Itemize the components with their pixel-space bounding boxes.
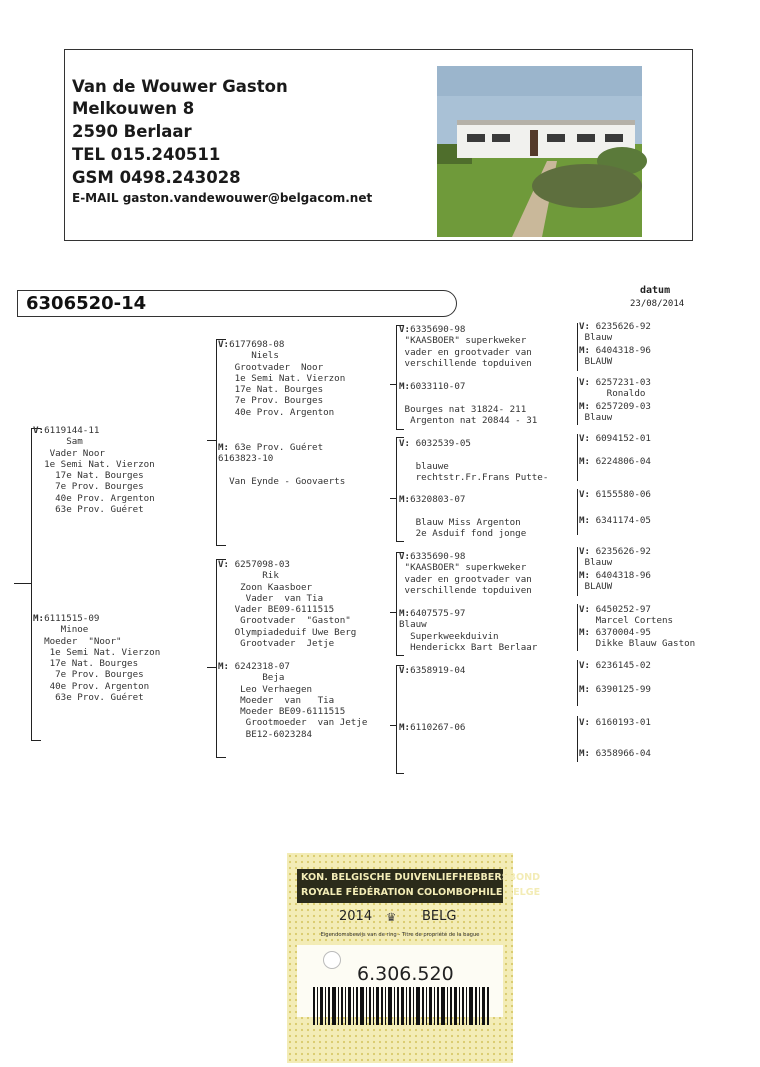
sex-tag: M: xyxy=(579,345,591,356)
gen4-entry xyxy=(579,627,695,650)
sex-tag: V: xyxy=(399,324,411,335)
pigeon-text: 6358966-04 xyxy=(590,748,651,759)
sex-tag: M: xyxy=(579,515,591,526)
loft-photo xyxy=(437,66,642,237)
punch-hole-icon xyxy=(323,951,341,969)
bracket xyxy=(577,434,578,481)
bracket xyxy=(577,377,578,425)
sex-tag: M: xyxy=(579,570,591,581)
sex-tag: V: xyxy=(33,425,45,436)
gen4-entry xyxy=(579,321,651,344)
owner-gsm: GSM 0498.243028 xyxy=(72,168,241,187)
gen4-entry xyxy=(579,570,651,593)
gen4-entry xyxy=(579,456,651,467)
pigeon-text: 6155580-06 xyxy=(590,489,651,500)
sex-tag: M: xyxy=(33,613,45,624)
pigeon-text: 63e Prov. Guéret 6163823-10 Van Eynde - Goovaerts xyxy=(218,442,346,487)
sex-tag: M: xyxy=(399,722,411,733)
bracket xyxy=(216,559,217,757)
gen4-entry xyxy=(579,489,651,500)
email-label: E-MAIL xyxy=(72,191,119,205)
pigeon-text: 6235626-92 Blauw xyxy=(584,321,651,344)
gen3-fmf xyxy=(399,438,548,483)
pigeon-text: 6257231-03 Ronaldo xyxy=(595,377,651,400)
sex-tag: M: xyxy=(399,381,411,392)
pigeon-text: 6235626-92 Blauw xyxy=(584,546,651,569)
owner-city: 2590 Berlaar xyxy=(72,122,192,141)
gen2-grandmother-paternal xyxy=(218,442,345,487)
gen4-entry xyxy=(579,345,651,368)
gen3-ffm xyxy=(399,381,537,426)
gen2-grandfather-paternal xyxy=(218,339,345,418)
sex-tag: V: xyxy=(579,377,591,388)
pigeon-text: 6094152-01 xyxy=(590,433,651,444)
sex-tag: M: xyxy=(218,661,230,672)
connector xyxy=(216,757,226,758)
pigeon-text: 6320803-07 Blauw Miss Argenton 2e Asduif fond jonge xyxy=(410,494,527,539)
sex-tag: V: xyxy=(579,660,591,671)
gen3-mmf xyxy=(399,665,465,676)
connector xyxy=(14,583,31,584)
bracket xyxy=(396,325,397,429)
sex-tag: V: xyxy=(218,559,230,570)
bracket xyxy=(577,604,578,651)
gen4-entry xyxy=(579,433,651,444)
card-title-nl: KON. BELGISCHE DUIVENLIEFHEBBERSBOND xyxy=(301,872,541,883)
pigeon-text: 6257209-03 Blauw xyxy=(584,401,651,424)
connector xyxy=(396,541,404,542)
pigeon-text: 6404318-96 BLAUW xyxy=(584,345,651,368)
pigeon-text: 6335690-98 "KAASBOER" superkweker vader en grootvader van verschillende topduiven xyxy=(404,551,532,596)
pigeon-text: 6177698-08 Niels Grootvader Noor 1e Semi Nat. Vierzon 17e Nat. Bourges 7e Prov. Bourges 40e Prov. Argenton xyxy=(229,339,346,418)
sex-tag: V: xyxy=(579,717,591,728)
owner-name: Van de Wouwer Gaston xyxy=(72,77,288,96)
sex-tag: M: xyxy=(399,608,411,619)
bracket xyxy=(577,323,578,371)
gen2-grandmother-maternal xyxy=(218,661,367,740)
connector xyxy=(31,740,41,741)
gen1-father xyxy=(33,425,155,515)
sex-tag: V: xyxy=(399,551,411,562)
pigeon-text: 6390125-99 xyxy=(590,684,651,695)
bracket xyxy=(396,552,397,655)
sex-tag: V: xyxy=(579,489,591,500)
pigeon-text: 6242318-07 Beja Leo Verhaegen Moeder van Tia Moeder BE09-6111515 Grootmoeder van Jetje BE12-6023284 xyxy=(234,661,368,740)
pigeon-text: 6335690-98 "KAASBOER" superkweker vader en grootvader van verschillende topduiven xyxy=(404,324,532,369)
pigeon-text: 6358919-04 xyxy=(410,665,466,676)
gen4-entry xyxy=(579,717,651,728)
connector xyxy=(390,498,396,499)
gen3-mmm xyxy=(399,722,465,733)
connector xyxy=(396,655,404,656)
pigeon-text: 6257098-03 Rik Zoon Kaasboer Vader van Tia Vader BE09-6111515 Grootvader "Gaston" Olympiadeduif Uwe Berg Grootvader Jetje xyxy=(234,559,357,650)
sex-tag: V: xyxy=(399,665,411,676)
datum-value: 23/08/2014 xyxy=(630,299,685,309)
sex-tag: V: xyxy=(579,433,591,444)
bracket xyxy=(31,428,32,740)
sex-tag: M: xyxy=(579,684,591,695)
sex-tag: V: xyxy=(399,438,411,449)
pigeon-text: 6370004-95 Dikke Blauw Gaston xyxy=(595,627,696,650)
ring-number: 6306520-14 xyxy=(26,293,147,314)
gen4-entry xyxy=(579,401,651,424)
gen4-entry xyxy=(579,684,651,695)
gen3-mfm xyxy=(399,608,537,653)
sex-tag: M: xyxy=(579,401,591,412)
pigeon-text: 6032539-05 blauwe rechtstr.Fr.Frans Putte- xyxy=(415,438,549,483)
pigeon-text: 6160193-01 xyxy=(590,717,651,728)
ring-number-box xyxy=(17,290,457,317)
connector xyxy=(396,429,404,430)
sex-tag: V: xyxy=(579,546,591,557)
gen1-mother xyxy=(33,613,160,703)
gen4-entry xyxy=(579,377,651,400)
loft-photo-image xyxy=(437,66,642,237)
gen2-grandfather-maternal xyxy=(218,559,356,649)
owner-tel: TEL 015.240511 xyxy=(72,145,221,164)
ring-ownership-card xyxy=(287,853,541,1063)
gen4-entry xyxy=(579,604,673,627)
barcode-icon xyxy=(313,987,489,1025)
bracket xyxy=(396,437,397,541)
gen3-mff xyxy=(399,551,532,596)
connector xyxy=(216,545,226,546)
pigeon-text: 6224806-04 xyxy=(590,456,651,467)
datum-label: datum xyxy=(640,285,671,296)
sex-tag: V: xyxy=(579,321,591,332)
pigeon-text: 6119144-11 Sam Vader Noor 1e Semi Nat. Vierzon 17e Nat. Bourges 7e Prov. Bourges 40e Prov. Argenton 63e Prov. Guéret xyxy=(44,425,155,516)
connector xyxy=(207,440,216,441)
connector xyxy=(396,773,404,774)
bracket xyxy=(216,339,217,545)
bracket xyxy=(577,547,578,596)
connector xyxy=(390,384,396,385)
owner-email: gaston.vandewouwer@belgacom.net xyxy=(122,191,373,205)
bracket xyxy=(396,665,397,773)
bracket xyxy=(577,489,578,535)
owner-street: Melkouwen 8 xyxy=(72,99,195,118)
owner-email-row xyxy=(72,191,372,205)
gen4-entry xyxy=(579,748,651,759)
pigeon-text: 6110267-06 xyxy=(410,722,466,733)
pigeon-text: 6111515-09 Minoe Moeder "Noor" 1e Semi Nat. Vierzon 17e Nat. Bourges 7e Prov. Bourges 40e Prov. Argenton 63e Prov. Guéret xyxy=(44,613,161,704)
pigeon-text: 6450252-97 Marcel Cortens xyxy=(595,604,674,627)
gen3-fff xyxy=(399,324,532,369)
connector xyxy=(207,667,216,668)
card-subtitle: Eigendomsbewijs van de ring - Titre de propriété de la bague xyxy=(320,932,480,938)
sex-tag: M: xyxy=(579,748,591,759)
bracket xyxy=(577,660,578,706)
gen4-entry xyxy=(579,546,651,569)
sex-tag: M: xyxy=(579,627,591,638)
card-title-fr: ROYALE FÉDÉRATION COLOMBOPHILE BELGE xyxy=(301,887,541,898)
card-country: BELG xyxy=(422,909,457,924)
connector xyxy=(390,612,396,613)
card-ring-number: 6.306.520 xyxy=(357,963,454,985)
sex-tag: M: xyxy=(218,442,230,453)
pigeon-text: 6407575-97 Blauw Superkweekduivin Henderickx Bart Berlaar xyxy=(399,608,538,653)
sex-tag: V: xyxy=(579,604,591,615)
gen3-fmm xyxy=(399,494,526,539)
gen4-entry xyxy=(579,515,651,526)
sex-tag: M: xyxy=(399,494,411,505)
pigeon-text: 6404318-96 BLAUW xyxy=(584,570,651,593)
pigeon-text: 6341174-05 xyxy=(590,515,651,526)
sex-tag: V: xyxy=(218,339,230,350)
pigeon-text: 6033110-07 Bourges nat 31824- 211 Argenton nat 20844 - 31 xyxy=(404,381,538,426)
bracket xyxy=(577,716,578,762)
pigeon-text: 6236145-02 xyxy=(590,660,651,671)
sex-tag: M: xyxy=(579,456,591,467)
connector xyxy=(390,725,396,726)
crown-icon: ♛ xyxy=(387,909,396,925)
gen4-entry xyxy=(579,660,651,671)
card-year: 2014 xyxy=(339,909,373,924)
